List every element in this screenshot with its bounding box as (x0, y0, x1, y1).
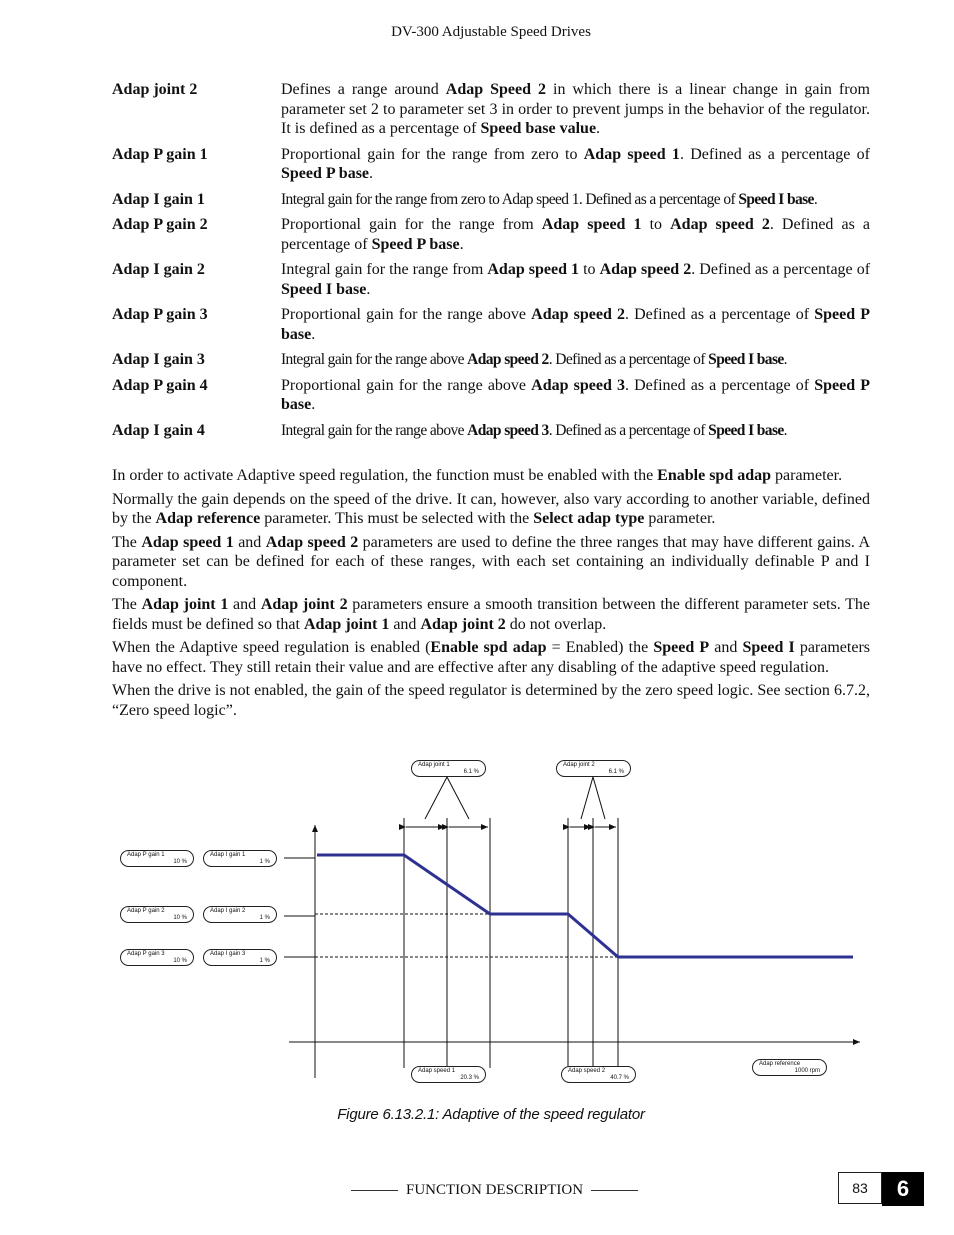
box-label: Adap I gain 2 (210, 908, 246, 914)
body-paragraph: When the drive is not enabled, the gain of the speed regulator is determined by the zero speed logic. See section 6.7.2, “Zero speed logic”. (112, 682, 870, 719)
body-paragraph: When the Adaptive speed regulation is enabled (Enable spd adap = Enabled) the Speed P and Speed I parameters have no effect. They still retain their value and are effective after any disabling of the adaptive speed regulation. (112, 639, 871, 676)
adap-p-gain-2-box[interactable] (120, 906, 194, 923)
gain-level-lines (315, 914, 618, 957)
definition-description: Proportional gain for the range above Adap speed 3. Defined as a percentage of Speed P base. (281, 376, 871, 413)
box-label: Adap P gain 2 (127, 908, 165, 914)
chapter-tab: 6 (882, 1172, 924, 1206)
adap-i-gain-2-box[interactable] (203, 906, 277, 923)
definition-term: Adap I gain 1 (112, 190, 205, 208)
definition-term: Adap I gain 2 (112, 261, 205, 278)
box-value: 1 % (259, 958, 270, 964)
box-value: 6.1 % (463, 769, 479, 775)
box-value: 1000 rpm (794, 1068, 820, 1074)
page-footer (343, 1182, 646, 1199)
definition-description: Integral gain for the range above Adap speed 3. Defined as a percentage of Speed I base. (281, 421, 787, 439)
adap-p-gain-3-box[interactable] (120, 949, 194, 966)
adap-joint-2-box[interactable] (556, 760, 631, 777)
adap-i-gain-3-box[interactable] (203, 949, 277, 966)
definition-description: Integral gain for the range from Adap speed 1 to Adap speed 2. Defined as a percentage of Speed I base. (281, 261, 871, 298)
definition-term: Adap P gain 4 (112, 376, 208, 394)
adap-joint-1-box[interactable] (411, 760, 486, 777)
box-label: Adap P gain 3 (127, 951, 165, 957)
box-value: 1 % (259, 915, 270, 921)
body-paragraph: The Adap joint 1 and Adap joint 2 parameters ensure a smooth transition between the different parameter sets. The fields must be defined so that Adap joint 1 and Adap joint 2 do not overlap. (112, 596, 870, 633)
definition-description: Proportional gain for the range above Adap speed 2. Defined as a percentage of Speed P base. (281, 306, 871, 343)
box-value: 6.1 % (608, 769, 624, 775)
box-label: Adap joint 1 (418, 762, 450, 768)
gain-curve (317, 855, 853, 957)
adap-reference-box[interactable] (752, 1059, 827, 1076)
definition-description: Integral gain for the range above Adap speed 2. Defined as a percentage of Speed I base. (281, 351, 787, 368)
box-label: Adap speed 2 (568, 1068, 606, 1074)
definition-description: Proportional gain for the range from Adap speed 1 to Adap speed 2. Defined as a percentage of Speed P base. (281, 216, 870, 253)
box-value: 1 % (259, 859, 270, 865)
definition-term: Adap P gain 3 (112, 306, 208, 323)
definition-term: Adap P gain 2 (112, 216, 208, 233)
definition-term: Adap I gain 3 (112, 351, 205, 368)
definition-term: Adap P gain 1 (112, 145, 208, 163)
definition-description: Defines a range around Adap Speed 2 in which there is a linear change in gain from parameter set 2 to parameter set 3 in order to prevent jumps in the behavior of the regulator. It is defined as a percentage of Speed base value. (281, 81, 871, 137)
box-value: 20.3 % (460, 1075, 479, 1081)
box-value: 10 % (173, 958, 187, 964)
definition-description: Integral gain for the range from zero to Adap speed 1. Defined as a percentage of Speed I base. (281, 190, 818, 208)
box-label: Adap speed 1 (418, 1068, 456, 1074)
box-label: Adap joint 2 (563, 762, 595, 768)
body-paragraph: Normally the gain depends on the speed of the drive. It can, however, also vary according to another variable, defined by the Adap reference parameter. This must be selected with the Select adap type parameter. (112, 490, 870, 527)
box-label: Adap reference (759, 1061, 801, 1067)
box-value: 10 % (173, 915, 187, 921)
footer-rule-right (591, 1190, 638, 1191)
figure-caption: Figure 6.13.2.1: Adaptive of the speed regulator (337, 1106, 645, 1123)
footer-rule-left (351, 1190, 398, 1191)
box-label: Adap I gain 1 (210, 852, 246, 858)
adap-p-gain-1-box[interactable] (120, 850, 194, 867)
footer-section: FUNCTION DESCRIPTION (406, 1182, 584, 1198)
vertical-guides (404, 818, 618, 1068)
page-header: DV-300 Adjustable Speed Drives (391, 24, 591, 40)
callout-lines (284, 777, 605, 1068)
adap-speed-2-box[interactable] (561, 1066, 636, 1083)
box-label: Adap P gain 1 (127, 852, 165, 858)
body-paragraph: The Adap speed 1 and Adap speed 2 parameters are used to define the three ranges that may have different gains. A parameter set can be defined for each of these ranges, with each set containing an individually definable P and I component. (112, 533, 871, 590)
adap-i-gain-1-box[interactable] (203, 850, 277, 867)
page-number: 83 (838, 1172, 882, 1204)
box-label: Adap I gain 3 (210, 951, 246, 957)
adap-speed-1-box[interactable] (411, 1066, 486, 1083)
body-paragraph: In order to activate Adaptive speed regulation, the function must be enabled with the Enable spd adap parameter. (112, 467, 843, 484)
definition-description: Proportional gain for the range from zero to Adap speed 1. Defined as a percentage of Speed P base. (281, 145, 871, 182)
definition-term: Adap joint 2 (112, 81, 198, 98)
definition-term: Adap I gain 4 (112, 421, 205, 439)
box-value: 40.7 % (610, 1075, 629, 1081)
box-value: 10 % (173, 859, 187, 865)
